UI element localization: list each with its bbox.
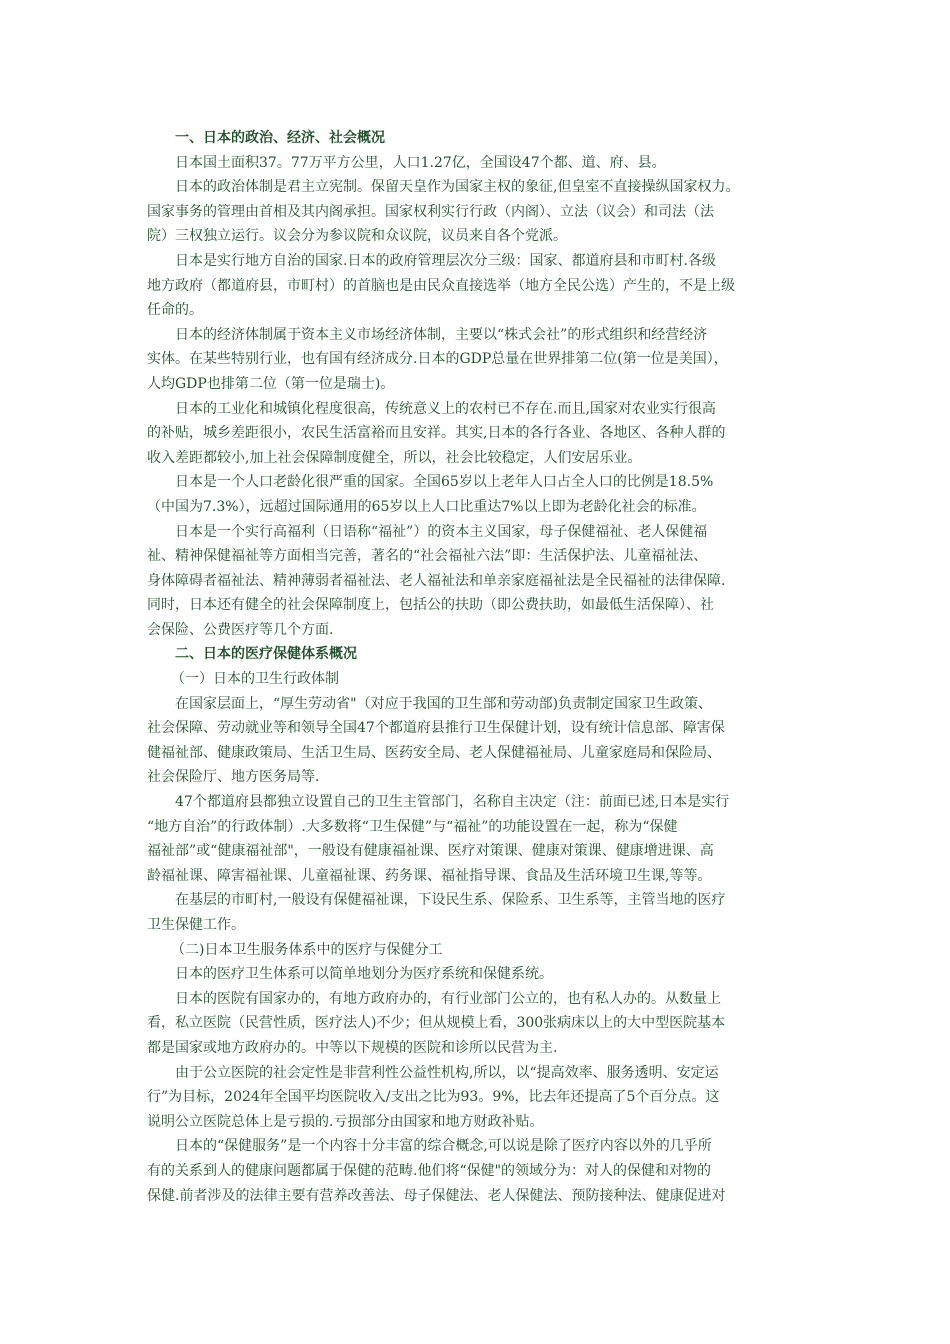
text-line: 地方政府（都道府县，市町村）的首脑也是由民众直接选举（地方全民公选）产生的，不是上级 — [147, 277, 735, 294]
text-line: 有的关系到人的健康问题都属于保健的范畴.他们将“保健"的领域分为：对人的保健和对物的 — [147, 1162, 712, 1179]
paragraph-first-line: 日本是一个实行高福利（日语称“福祉”）的资本主义国家，母子保健福祉、老人保健福 — [175, 523, 708, 540]
text-line: （中国为7.3%），远超过国际通用的65岁以上人口比重达7%以上即为老龄化社会的标准。 — [147, 498, 706, 515]
text-line: 祉、精神保健福祉等方面相当完善，著名的“社会福祉六法”即：生活保护法、儿童福祉法、 — [147, 548, 708, 565]
text-line: 龄福祉课、障害福祉课、儿童福祉课、药务课、福祉指导课、食品及生活环境卫生课,等等。 — [147, 867, 712, 884]
section-heading: 二、日本的医疗保健体系概况 — [175, 646, 357, 663]
document-body — [147, 126, 820, 1208]
text-line: 实体。在某些特别行业，也有国有经济成分.日本的GDP总量在世界排第二位(第一位是美国）， — [147, 351, 728, 368]
paragraph-first-line: 日本的工业化和城镇化程度很高，传统意义上的农村已不存在.而且,国家对农业实行很高 — [175, 400, 716, 417]
text-line: 收入差距都较小,加上社会保障制度健全，所以，社会比较稳定，人们安居乐业。 — [147, 449, 642, 466]
text-line: 的补贴，城乡差距很小，农民生活富裕而且安祥。其实,日本的各行各业、各地区、各种人群的 — [147, 425, 726, 442]
paragraph-first-line: 日本的经济体制属于资本主义市场经济体制，主要以“株式会社”的形式组织和经营经济 — [175, 326, 708, 343]
paragraph-first-line: 在基层的市町村,一般设有保健福祉课，下设民生系、保险系、卫生系等，主管当地的医疗 — [175, 892, 726, 909]
paragraph-first-line: 日本的政治体制是君主立宪制。保留天皇作为国家主权的象征,但皇室不直接操纵国家权力。 — [175, 179, 740, 196]
paragraph-first-line: 日本是实行地方自治的国家.日本的政府管理层次分三级：国家、都道府县和市町村.各级 — [175, 252, 716, 269]
paragraph-first-line: 日本的医疗卫生体系可以简单地划分为医疗系统和保健系统。 — [175, 966, 553, 983]
text-line: 都是国家或地方政府办的。中等以下规模的医院和诊所以民营为主. — [147, 1039, 558, 1056]
paragraph-first-line: 由于公立医院的社会定性是非营利性公益性机构,所以，以“提高效率、服务透明、安定运 — [175, 1064, 719, 1081]
paragraph-first-line: 日本国土面积37。77万平方公里，人口1.27亿，全国设47个都、道、府、县。 — [175, 154, 666, 171]
subsection-heading: （二)日本卫生服务体系中的医疗与保健分工 — [171, 941, 443, 958]
text-line: 国家事务的管理由首相及其内阁承担。国家权利实行行政（内阁）、立法（议会）和司法（法 — [147, 203, 714, 220]
paragraph-first-line: 日本的“保健服务”是一个内容十分丰富的综合概念,可以说是除了医疗内容以外的几乎所 — [175, 1138, 712, 1155]
paragraph-first-line: 日本的医院有国家办的，有地方政府办的，有行业部门公立的，也有私人办的。从数量上 — [175, 990, 721, 1007]
text-line: 会保险、公费医疗等几个方面. — [147, 621, 334, 638]
text-line: 卫生保健工作。 — [147, 917, 245, 933]
text-line: 行”为目标，2024年全国平均医院收入/支出之比为93。9%，比去年还提高了5个百分点。这 — [147, 1089, 720, 1106]
text-line: 院）三权独立运行。议会分为参议院和众议院，议员来自各个党派。 — [147, 228, 567, 245]
subsection-heading: （一）日本的卫生行政体制 — [171, 671, 339, 688]
text-line: “地方自治”的行政体制）.大多数将“卫生保健”与“福祉”的功能设置在一起，称为“保健 — [147, 818, 678, 835]
text-line: 说明公立医院总体上是亏损的.亏损部分由国家和地方财政补贴。 — [147, 1113, 544, 1130]
paragraph-first-line: 日本是一个人口老龄化很严重的国家。全国65岁以上老年人口占全人口的比例是18.5% — [175, 474, 714, 491]
paragraph-first-line: 在国家层面上，“厚生劳动省"（对应于我国的卫生部和劳动部)负责制定国家卫生政策、 — [175, 695, 713, 712]
paragraph-first-line: 47个都道府县都独立设置自己的卫生主管部门，名称自主决定（注：前面已述,日本是实行 — [175, 794, 730, 811]
text-line: 保健.前者涉及的法律主要有营养改善法、母子保健法、老人保健法、预防接种法、健康促进对 — [147, 1187, 726, 1204]
text-line: 任命的。 — [147, 302, 203, 319]
section-heading: 一、日本的政治、经济、社会概况 — [175, 130, 385, 146]
text-line: 身体障碍者福祉法、精神薄弱者福祉法、老人福祉法和单亲家庭福祉法是全民福祉的法律保障. — [147, 572, 726, 589]
text-line: 健福祉部、健康政策局、生活卫生局、医药安全局、老人保健福祉局、儿童家庭局和保险局、 — [147, 744, 721, 761]
text-line: 福祉部”或“健康福祉部"，一般设有健康福祉课、医疗对策课、健康对策课、健康增进课、高 — [147, 843, 714, 860]
text-line: 看，私立医院（民营性质，医疗法人)不少；但从规模上看，300张病床以上的大中型医院基本 — [147, 1015, 726, 1032]
text-line: 人均GDP也排第二位（第一位是瑞士)。 — [147, 375, 395, 392]
text-line: 社会保险厅、地方医务局等. — [147, 769, 320, 786]
text-line: 同时，日本还有健全的社会保障制度上，包括公的扶助（即公费扶助，如最低生活保障）、社 — [147, 597, 714, 614]
text-line: 社会保障、劳动就业等和领导全国47个都道府县推行卫生保健计划，设有统计信息部、障害保 — [147, 720, 725, 737]
